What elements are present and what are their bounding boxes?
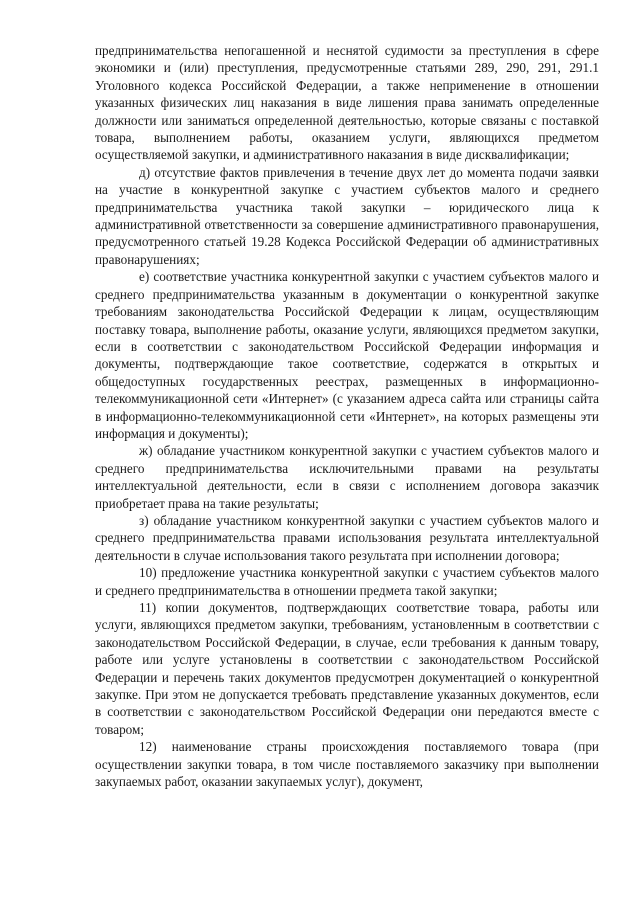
paragraph-g-continuation: предпринимательства непогашенной и неснятой судимости за преступления в сфере экономики и (или) преступления, предусмотренные статьями 289, 290, 291, 291.1 Уголовного кодекса Российской Федерации, а также неприменение в отношении указанных физических лиц наказания в виде лишения права занимать определенные должности или заниматься определенной деятельностью, которые связаны с поставкой товара, выполнением работы, оказанием услуги, являющихся предметом осуществляемой закупки, и административного наказания в виде дисквалификации; <box>95 43 599 163</box>
paragraph-z: з) обладание участником конкурентной закупки с участием субъектов малого и среднего предпринимательства правами использования результата интеллектуальной деятельности в случае использования такого результата при исполнении договора; <box>95 512 599 563</box>
paragraph-10: 10) предложение участника конкурентной закупки с участием субъектов малого и среднего предпринимательства в отношении предмета такой закупки; <box>95 565 599 598</box>
paragraph-zh: ж) обладание участником конкурентной закупки с участием субъектов малого и среднего предпринимательства исключительными правами на результаты интеллектуальной деятельности, если в связи с исполнением договора заказчик приобретает права на такие результаты; <box>95 443 599 511</box>
paragraph-12: 12) наименование страны происхождения поставляемого товара (при осуществлении закупки товара, в том числе поставляемого заказчику при выполнении закупаемых работ, оказании закупаемых услуг), документ, <box>95 739 599 790</box>
paragraph-e: е) соответствие участника конкурентной закупки с участием субъектов малого и среднего предпринимательства указанным в документации о конкурентной закупке требованиям законодательства Российской Федерации к лицам, осуществляющим поставку товара, выполнение работы, оказание услуги, являющихся предметом закупки, если в соответствии с законодательством Российской Федерации информация и документы, подтверждающие такое соответствие, содержатся в открытых и общедоступных государственных реестрах, размещенных в информационно-телекоммуникационной сети «Интернет» (с указанием адреса сайта или страницы сайта в информационно-телекоммуникационной сети «Интернет», на которых размещены эти информация и документы); <box>95 269 599 441</box>
paragraph-11: 11) копии документов, подтверждающих соответствие товара, работы или услуги, являющихся предметом закупки, требованиям, установленным в соответствии с законодательством Российской Федерации, в случае, если требования к данным товару, работе или услуге установлены в соответствии с законодательством Российской Федерации и перечень таких документов предусмотрен документацией о конкурентной закупке. При этом не допускается требовать представление указанных документов, если в соответствии с законодательством Российской Федерации они передаются вместе с товаром; <box>95 600 599 737</box>
document-body <box>95 42 599 790</box>
paragraph-d: д) отсутствие фактов привлечения в течение двух лет до момента подачи заявки на участие в конкурентной закупке с участием субъектов малого и среднего предпринимательства участника такой закупки – юридического лица к административной ответственности за совершение административного правонарушения, предусмотренного статьей 19.28 Кодекса Российской Федерации об административных правонарушениях; <box>95 164 599 267</box>
